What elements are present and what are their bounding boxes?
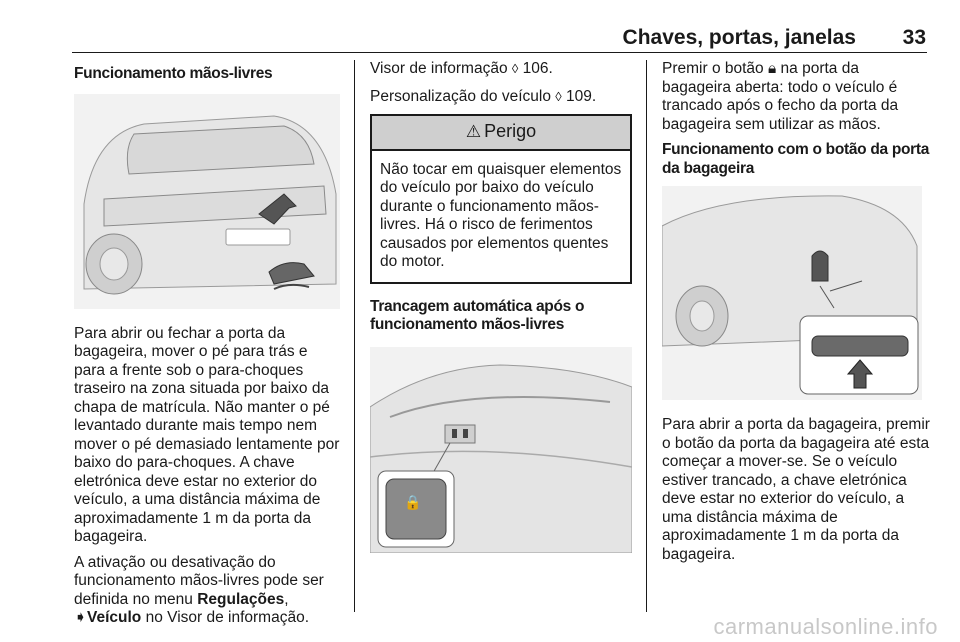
svg-text:🔒: 🔒	[404, 494, 422, 511]
warning-header: ⚠ Perigo	[372, 116, 630, 151]
column-1	[74, 60, 340, 635]
warning-text: Não tocar em quaisquer elementos do veículo por baixo do veículo durante o funcionamento mãos-livres. Há o risco de ferimentos causados por elementos quentes do motor.	[380, 160, 622, 270]
ref-line-personalization: Personalização do veículo ◊ 109.	[370, 87, 597, 105]
menu-arrow-icon: ➧	[74, 609, 87, 626]
tailgate-lock-button-illustration	[370, 347, 632, 553]
hands-free-lock-icon: 🔒︎	[767, 60, 777, 77]
column-divider-1	[354, 60, 355, 612]
watermark: carmanualsonline.info	[713, 614, 938, 639]
warning-triangle-icon: ⚠	[465, 122, 482, 141]
danger-warning-box	[370, 114, 632, 284]
hands-free-tailgate-illustration	[74, 94, 340, 309]
column-3	[662, 60, 930, 571]
lock-button-description: Premir o botão 🔒︎ na porta da bagageira aberta: todo o veículo é trancado após o fecho da porta da bagageira sem utilizar as mãos.	[662, 60, 899, 133]
column-divider-2	[646, 60, 647, 612]
header-rule	[72, 52, 927, 53]
page-number: 33	[902, 26, 926, 49]
tailgate-button-description: Para abrir a porta da bagageira, premir o botão da porta da bagageira até esta começar a mover-se. Se o veículo estiver trancado, a chave eletrónica deve estar no exterior do veículo, a uma distância máxima de aproximadamente 1 m da porta da bagageira.	[662, 416, 930, 563]
section-heading-tailgate-button: Funcionamento com o botão da porta da bagageira	[662, 141, 930, 177]
reference-icon: ◊	[511, 61, 519, 76]
section-heading-hands-free: Funcionamento mãos-livres	[74, 65, 273, 82]
hands-free-description: Para abrir ou fechar a porta da bagageira, mover o pé para trás e para a frente sob o para-choques traseiro na zona situada por baixo da chapa de matrícula. Não manter o pé levantado durante mais tempo nem mover o pé demasiado lentamente por baixo do para-choques. A chave eletrónica deve estar no exterior do veículo, a uma distância máxima de aproximadamente 1 m da porta da bagageira.	[74, 324, 340, 545]
reference-icon: ◊	[555, 88, 562, 104]
hands-free-activation-text: A ativação ou desativação do funcionamento mãos-livres pode ser definida no menu Regulações, ➧Veículo no Visor de informação.	[74, 553, 324, 626]
tailgate-button-illustration	[662, 186, 922, 400]
column-2	[370, 60, 632, 553]
section-heading-auto-lock: Trancagem automática após o funcionamento mãos-livres	[370, 297, 585, 333]
chapter-title: Chaves, portas, janelas	[622, 26, 856, 49]
menu-regulacoes: Regulações	[197, 590, 285, 608]
menu-veiculo: Veículo	[87, 609, 142, 626]
ref-line-info-display: Visor de informação ◊ 106.	[370, 60, 553, 77]
